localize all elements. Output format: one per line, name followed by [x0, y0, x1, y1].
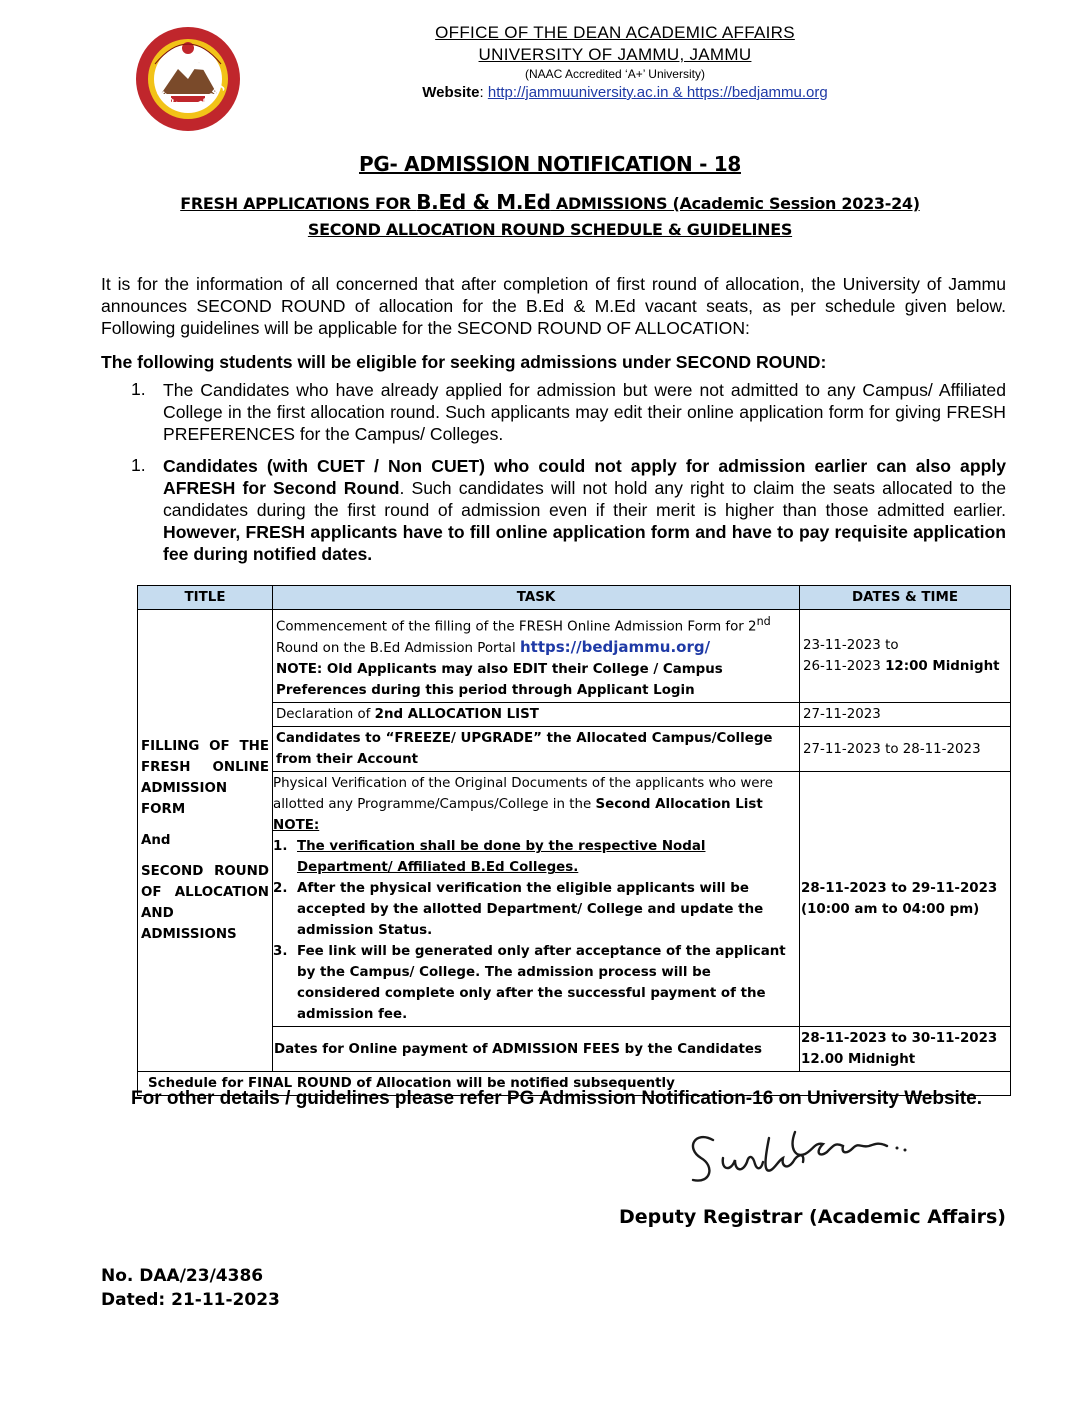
reference-number: No. DAA/23/4386	[101, 1266, 264, 1286]
date-verification-time: (10:00 am to 04:00 pm)	[801, 902, 980, 918]
reference-date: Dated: 21-11-2023	[101, 1290, 280, 1310]
point-text: Fee link will be generated only after acceptance of the applicant by the Campus/ College. The admission process will be considered complete only after the successful payment of the admission fee.	[297, 944, 786, 1023]
task-verification	[273, 772, 800, 1027]
task-verification-note: NOTE:	[273, 818, 320, 834]
office-heading: OFFICE OF THE DEAN ACADEMIC AFFAIRS	[435, 23, 795, 42]
schedule-table	[137, 585, 1011, 1096]
notification-subtitle	[0, 190, 1080, 214]
date-verification	[800, 772, 1011, 1027]
date-payment	[800, 1027, 1011, 1072]
list-item	[273, 941, 796, 1025]
university-heading: UNIVERSITY OF JAMMU, JAMMU	[478, 45, 752, 64]
reference-block	[101, 1264, 280, 1312]
date-payment-time: 12.00 Midnight	[801, 1052, 916, 1068]
verification-points	[273, 836, 796, 1025]
point-number: 3.	[273, 944, 288, 960]
task-commencement-text-2: Round on the B.Ed Admission Portal	[276, 641, 520, 657]
website-label: Website	[422, 84, 480, 101]
date-commencement	[800, 610, 1011, 703]
date-commencement-end: 26-11-2023	[803, 659, 886, 675]
eligibility-item-2	[163, 455, 1006, 565]
task-commencement-sup: nd	[756, 615, 771, 628]
table-header-row	[138, 586, 1011, 610]
task-declaration-list: 2nd ALLOCATION LIST	[374, 707, 539, 723]
point-number: 2.	[273, 881, 288, 897]
header-dates: DATES & TIME	[800, 586, 1011, 610]
website-links[interactable]: http://jammuuniversity.ac.in & https://bedjammu.org	[487, 84, 828, 101]
intro-paragraph: It is for the information of all concerned that after completion of first round of allocation, the University of Jammu announces SECOND ROUND of allocation for the B.Ed & M.Ed vacant seats, as per schedule given below. Following guidelines will be applicable for the SECOND ROUND OF ALLOCATION:	[101, 274, 1006, 338]
title-cell-line1: FILLING OF THE FRESH ONLINE ADMISSION FORM	[141, 739, 269, 818]
subtitle-pre: FRESH APPLICATIONS FOR	[180, 194, 417, 213]
other-details: For other details / guidelines please refer PG Admission Notification-16 on University Website.	[131, 1088, 982, 1109]
task-declaration-text: Declaration of	[276, 707, 375, 723]
svg-text:UNIVERSITY OF JAMMU: UNIVERSITY OF J	[153, 82, 227, 115]
subtitle-courses: B.Ed & M.Ed	[416, 190, 551, 214]
point-number: 1.	[273, 839, 288, 855]
date-freeze: 27-11-2023 to 28-11-2023	[800, 727, 1011, 772]
list-item	[273, 878, 796, 941]
header-task: TASK	[273, 586, 800, 610]
task-commencement	[273, 610, 800, 703]
eligibility-item-2-bold2: However, FRESH applicants have to fill online application form and have to pay requisite application fee during notified dates.	[163, 522, 1006, 564]
date-payment-range: 28-11-2023 to 30-11-2023	[801, 1031, 998, 1047]
date-commencement-time: 12:00 Midnight	[885, 659, 1000, 675]
table-row	[138, 610, 1011, 703]
portal-link[interactable]: https://bedjammu.org/	[519, 638, 711, 657]
title-cell-line2: SECOND ROUND OF ALLOCATION AND ADMISSIONS	[141, 864, 269, 943]
website-line: Website: http://jammuuniversity.ac.in & https://bedjammu.org	[422, 84, 828, 101]
eligibility-item-1: The Candidates who have already applied for admission but were not admitted to any Campus/ Affiliated College in the first allocation round. Such applicants may edit their online application form for giving FRESH PREFERENCES for the Campus/ Colleges.	[163, 380, 1006, 444]
date-declaration: 27-11-2023	[800, 703, 1011, 727]
task-freeze: Candidates to “FREEZE/ UPGRADE” the Allocated Campus/College from their Account	[273, 727, 800, 772]
task-verification-list: Second Allocation List	[595, 797, 763, 813]
eligibility-number-1: 1.	[131, 379, 146, 399]
designation: Deputy Registrar (Academic Affairs)	[618, 1206, 1006, 1228]
eligibility-item-2-bold1: Candidates (with CUET / Non CUET) who could not apply for admission earlier can also apply AFRESH for Second Round	[163, 456, 1006, 498]
task-verification-text: Physical Verification of the Original Documents of the applicants who were allotted any Programme/Campus/College in the	[273, 776, 773, 813]
task-payment: Dates for Online payment of ADMISSION FEES by the Candidates	[273, 1027, 800, 1072]
date-commencement-start: 23-11-2023 to	[803, 638, 899, 654]
task-commencement-text: Commencement of the filling of the FRESH Online Admission Form for 2	[276, 619, 757, 635]
point-text: After the physical verification the eligible applicants will be accepted by the allotted Department/ College and update the admission Status.	[297, 881, 764, 939]
notification-title: PG- ADMISSION NOTIFICATION - 18	[359, 152, 741, 176]
signature	[683, 1118, 933, 1203]
accreditation-text: (NAAC Accredited ‘A+’ University)	[525, 67, 705, 81]
table-footer: Schedule for FINAL ROUND of Allocation will be notified subsequently	[138, 1072, 1011, 1096]
list-item	[273, 836, 796, 878]
task-declaration	[273, 703, 800, 727]
title-cell-and: And	[141, 833, 171, 849]
subtitle-post: ADMISSIONS (Academic Session 2023-24)	[550, 194, 920, 213]
title-cell	[138, 610, 273, 1072]
task-commencement-note: NOTE: Old Applicants may also EDIT their College / Campus Preferences during this period through Applicant Login	[276, 662, 723, 699]
point-text: The verification shall be done by the respective Nodal Department/ Affiliated B.Ed Colleges.	[297, 839, 706, 876]
university-logo	[133, 24, 243, 134]
eligibility-number-2: 1.	[131, 455, 146, 475]
eligibility-item-2-normal: . Such candidates will not hold any right to claim the seats allocated to the candidates during the first round of admission even if their merit is higher than those admitted earlier.	[163, 478, 1006, 520]
notification-subtitle-2: SECOND ALLOCATION ROUND SCHEDULE & GUIDELINES	[307, 220, 793, 239]
date-verification-range: 28-11-2023 to 29-11-2023	[801, 881, 998, 897]
eligibility-heading: The following students will be eligible for seeking admissions under SECOND ROUND:	[101, 352, 827, 372]
header-title: TITLE	[138, 586, 273, 610]
